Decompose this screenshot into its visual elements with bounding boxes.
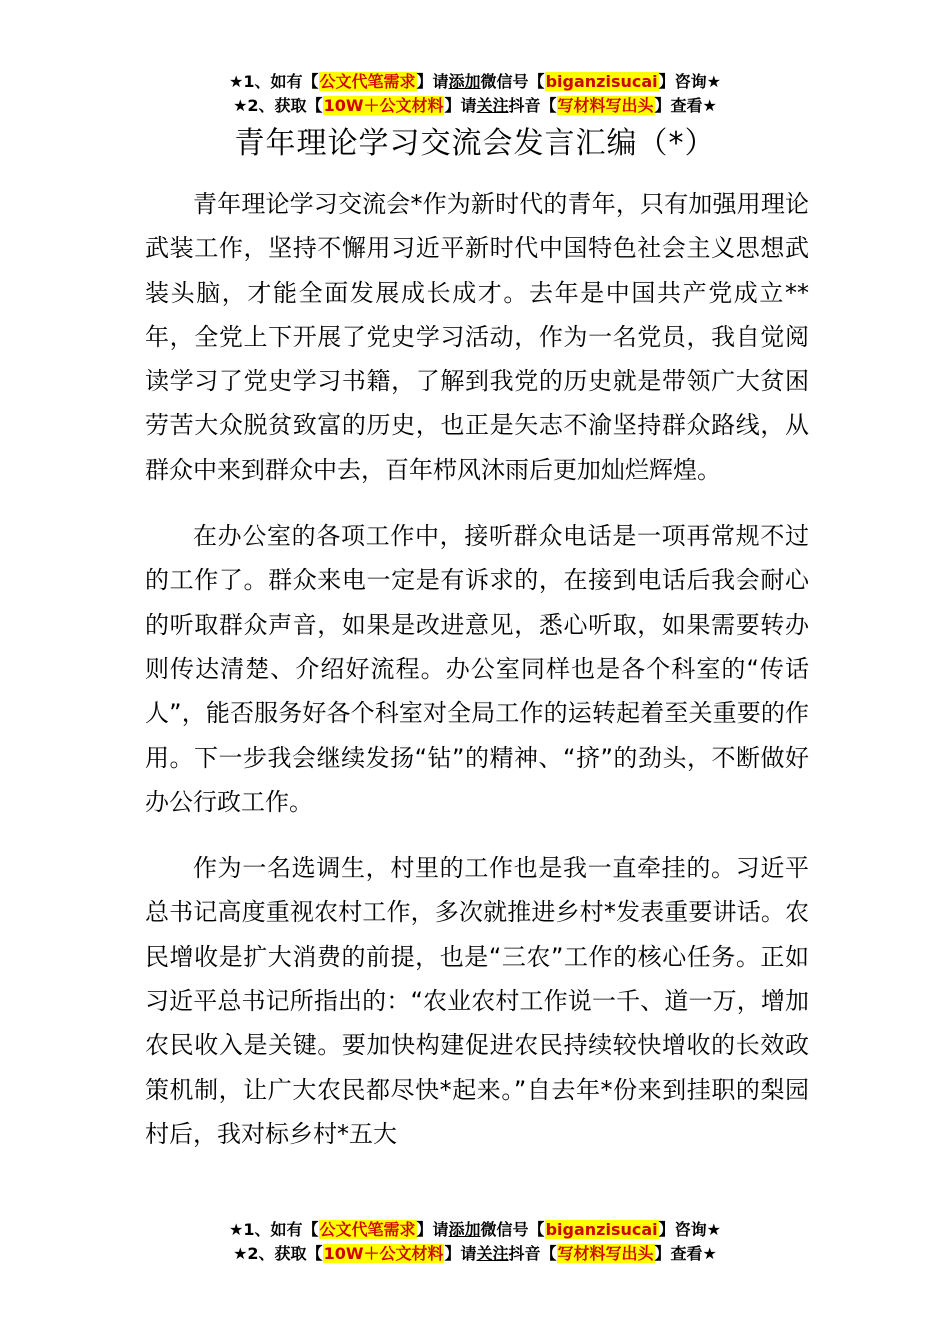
footer-highlight-wechat-id: biganzisucai (545, 1220, 658, 1239)
highlight-materials: 10W＋公文材料 (323, 96, 444, 115)
footer-highlight-service: 公文代笔需求 (319, 1220, 416, 1239)
banner-line-1: ★1、如有【公文代笔需求】请添加微信号【biganzisucai】咨询★ (229, 72, 721, 91)
paragraph-3: 作为一名选调生，村里的工作也是我一直牵挂的。习近平总书记高度重视农村工作，多次就推进乡村*发表重要讲话。农民增收是扩大消费的前提，也是“三农”工作的核心任务。正如习近平总书记所指出的：“农业农村工作说一千、道一万，增加农民收入是关键。要加快构建促进农民持续较快增收的长效政策机制，让广大农民都尽快*起来。”自去年*份来到挂职的梨园村后，我对标乡村*五大 (145, 854, 809, 1148)
footer-line-1: ★1、如有【公文代笔需求】请添加微信号【biganzisucai】咨询★ (229, 1220, 721, 1239)
paragraph-2: 在办公室的各项工作中，接听群众电话是一项再常规不过的工作了。群众来电一定是有诉求的，在接到电话后我会耐心的听取群众声音，如果是改进意见，悉心听取，如果需要转办则传达清楚、介绍好流程。办公室同样也是各个科室的“传话人”，能否服务好各个科室对全局工作的运转起着至关重要的作用。下一步我会继续发扬“钻”的精神、“挤”的劲头，不断做好办公行政工作。 (145, 522, 809, 816)
footer-highlight-douyin: 写材料写出头 (557, 1244, 654, 1263)
footer-banner (0, 1218, 950, 1266)
footer-line-2: ★2、获取【10W＋公文材料】请关注抖音【写材料写出头】查看★ (233, 1244, 717, 1263)
highlight-douyin: 写材料写出头 (557, 96, 654, 115)
document-title: 青年理论学习交流会发言汇编（*） (234, 126, 716, 161)
footer-highlight-materials: 10W＋公文材料 (323, 1244, 444, 1263)
highlight-wechat-id: biganzisucai (545, 72, 658, 91)
header-banner (0, 70, 950, 118)
document-body (145, 182, 809, 1178)
banner-line-2: ★2、获取【10W＋公文材料】请关注抖音【写材料写出头】查看★ (233, 96, 717, 115)
paragraph-1: 青年理论学习交流会*作为新时代的青年，只有加强用理论武装工作，坚持不懈用习近平新时代中国特色社会主义思想武装头脑，才能全面发展成长成才。去年是中国共产党成立**年，全党上下开展了党史学习活动，作为一名党员，我自觉阅读学习了党史学习书籍，了解到我党的历史就是带领广大贫困劳苦大众脱贫致富的历史，也正是矢志不渝坚持群众路线，从群众中来到群众中去，百年栉风沐雨后更加灿烂辉煌。 (145, 190, 809, 484)
highlight-service: 公文代笔需求 (319, 72, 416, 91)
